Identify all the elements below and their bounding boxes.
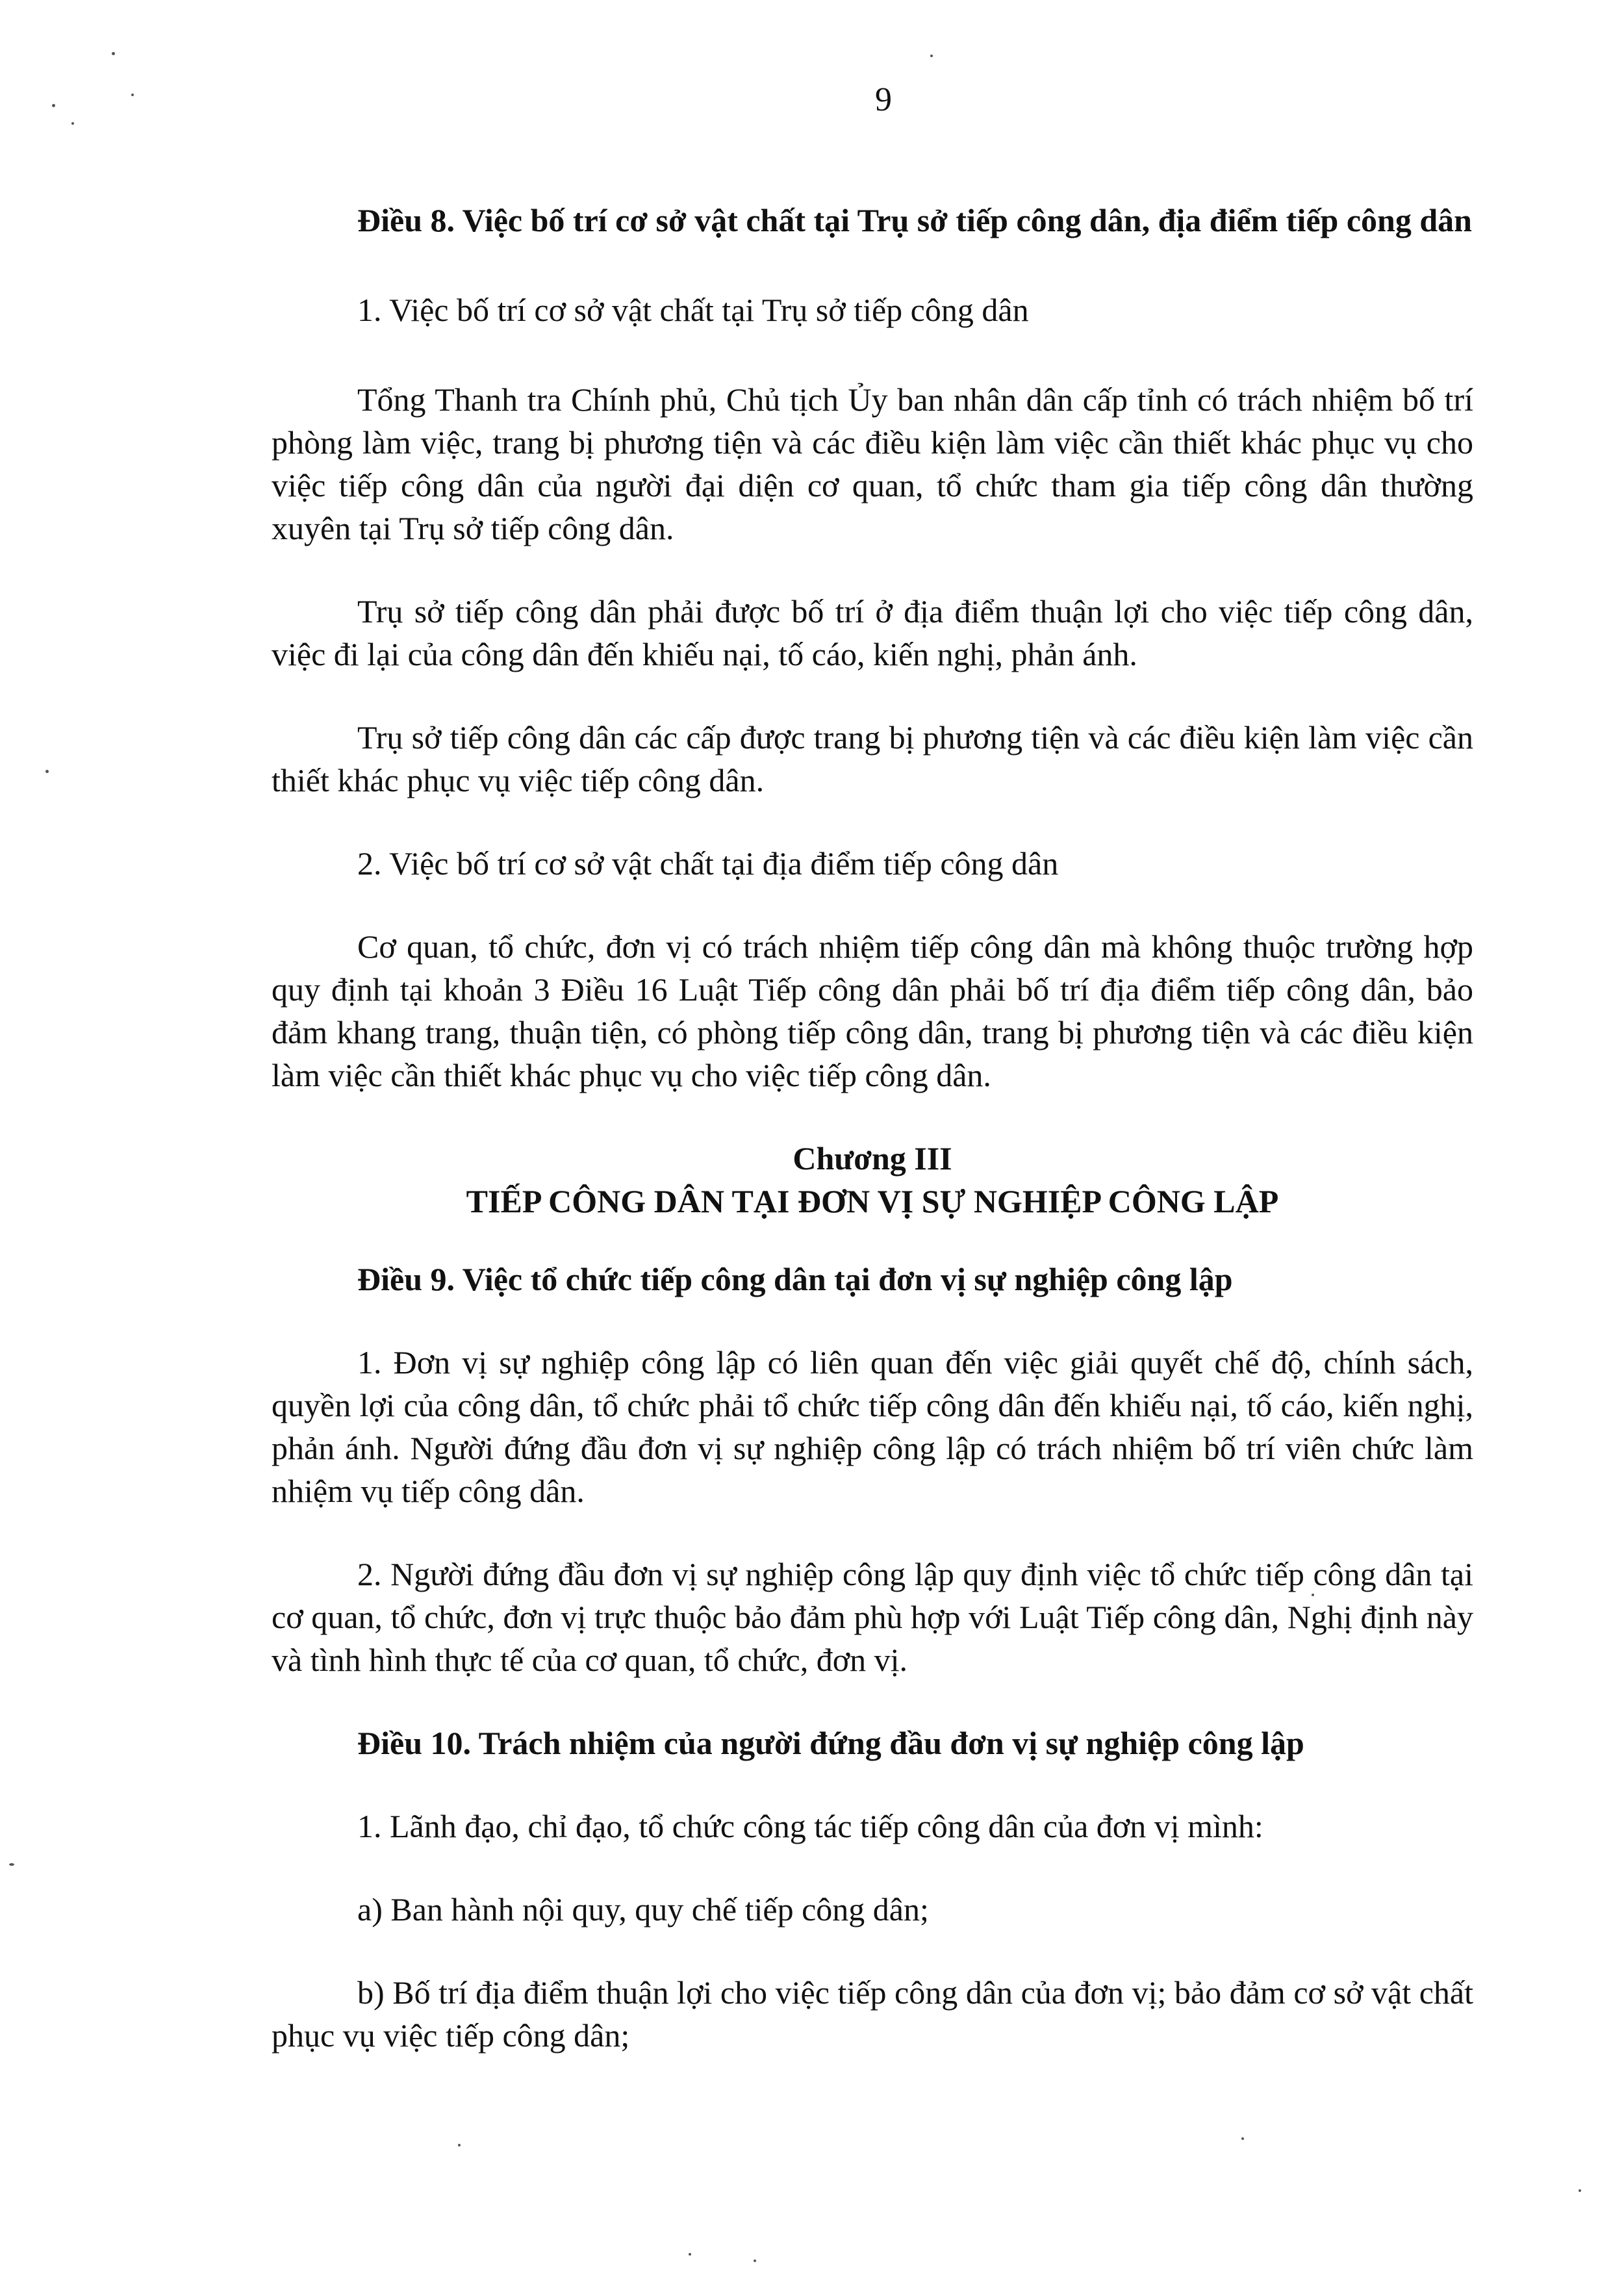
article-10-paragraph-1: 1. Lãnh đạo, chỉ đạo, tổ chức công tác tiếp công dân của đơn vị mình: [357, 1808, 1263, 1844]
page-number: 9 [875, 81, 892, 118]
article-8-clause-1-paragraph-1: Tổng Thanh tra Chính phủ, Chủ tịch Ủy ban nhân dân cấp tỉnh có trách nhiệm bố trí phòng làm việc, trang bị phương tiện và các điều kiện làm việc cần thiết khác phục vụ cho việc tiếp công dân của người đại diện cơ quan, tổ chức tham gia tiếp công dân thường xuyên tại Trụ sở tiếp công dân. [272, 381, 1473, 546]
scan-speck [45, 770, 49, 773]
document-body [272, 199, 1473, 2057]
article-9-paragraph-1: 1. Đơn vị sự nghiệp công lập có liên quan đến việc giải quyết chế độ, chính sách, quyền lợi của công dân, tổ chức phải tổ chức tiếp công dân đến khiếu nại, tố cáo, kiến nghị, phản ánh. Người đứng đầu đơn vị sự nghiệp công lập có trách nhiệm bố trí viên chức làm nhiệm vụ tiếp công dân. [272, 1344, 1473, 1509]
scan-speck [930, 55, 933, 57]
article-8-clause-1-paragraph-3: Trụ sở tiếp công dân các cấp được trang bị phương tiện và các điều kiện làm việc cần thiết khác phục vụ việc tiếp công dân. [272, 719, 1473, 798]
scan-speck [689, 2253, 691, 2256]
scan-speck [131, 94, 134, 96]
article-10-item-a: a) Ban hành nội quy, quy chế tiếp công dân; [357, 1891, 929, 1927]
article-8-clause-2-paragraph-1: Cơ quan, tổ chức, đơn vị có trách nhiệm tiếp công dân mà không thuộc trường hợp quy định tại khoản 3 Điều 16 Luật Tiếp công dân phải bố trí địa điểm tiếp công dân, bảo đảm khang trang, thuận tiện, có phòng tiếp công dân, trang bị phương tiện và các điều kiện làm việc cần thiết khác phục vụ cho việc tiếp công dân. [272, 928, 1473, 1093]
scan-speck [1241, 2137, 1244, 2140]
chapter-label: Chương III [793, 1140, 952, 1177]
chapter-title: TIẾP CÔNG DÂN TẠI ĐƠN VỊ SỰ NGHIỆP CÔNG LẬP [466, 1183, 1279, 1219]
scan-speck [1312, 1594, 1314, 1596]
scan-speck [112, 52, 115, 55]
article-9-paragraph-2: 2. Người đứng đầu đơn vị sự nghiệp công lập quy định việc tổ chức tiếp công dân tại cơ quan, tổ chức, đơn vị trực thuộc bảo đảm phù hợp với Luật Tiếp công dân, Nghị định này và tình hình thực tế của cơ quan, tổ chức, đơn vị. [272, 1556, 1473, 1678]
article-8-heading: Điều 8. Việc bố trí cơ sở vật chất tại Trụ sở tiếp công dân, địa điểm tiếp công dân [357, 202, 1472, 238]
article-8-clause-1-paragraph-2: Trụ sở tiếp công dân phải được bố trí ở địa điểm thuận lợi cho việc tiếp công dân, việc đi lại của công dân đến khiếu nại, tố cáo, kiến nghị, phản ánh. [272, 593, 1473, 672]
scan-speck [71, 122, 74, 125]
scan-speck [458, 2144, 461, 2146]
article-10-item-b: b) Bố trí địa điểm thuận lợi cho việc tiếp công dân của đơn vị; bảo đảm cơ sở vật chất phục vụ việc tiếp công dân; [272, 1974, 1473, 2054]
article-8-clause-1-title: 1. Việc bố trí cơ sở vật chất tại Trụ sở tiếp công dân [357, 292, 1029, 328]
article-10-heading: Điều 10. Trách nhiệm của người đứng đầu đơn vị sự nghiệp công lập [357, 1725, 1304, 1761]
article-8-clause-2-title: 2. Việc bố trí cơ sở vật chất tại địa điểm tiếp công dân [357, 845, 1059, 882]
article-9-heading: Điều 9. Việc tổ chức tiếp công dân tại đơn vị sự nghiệp công lập [357, 1261, 1233, 1297]
scan-speck [754, 2259, 756, 2262]
scan-speck [52, 104, 55, 107]
scan-speck [1579, 2189, 1581, 2192]
scan-speck [9, 1863, 14, 1866]
